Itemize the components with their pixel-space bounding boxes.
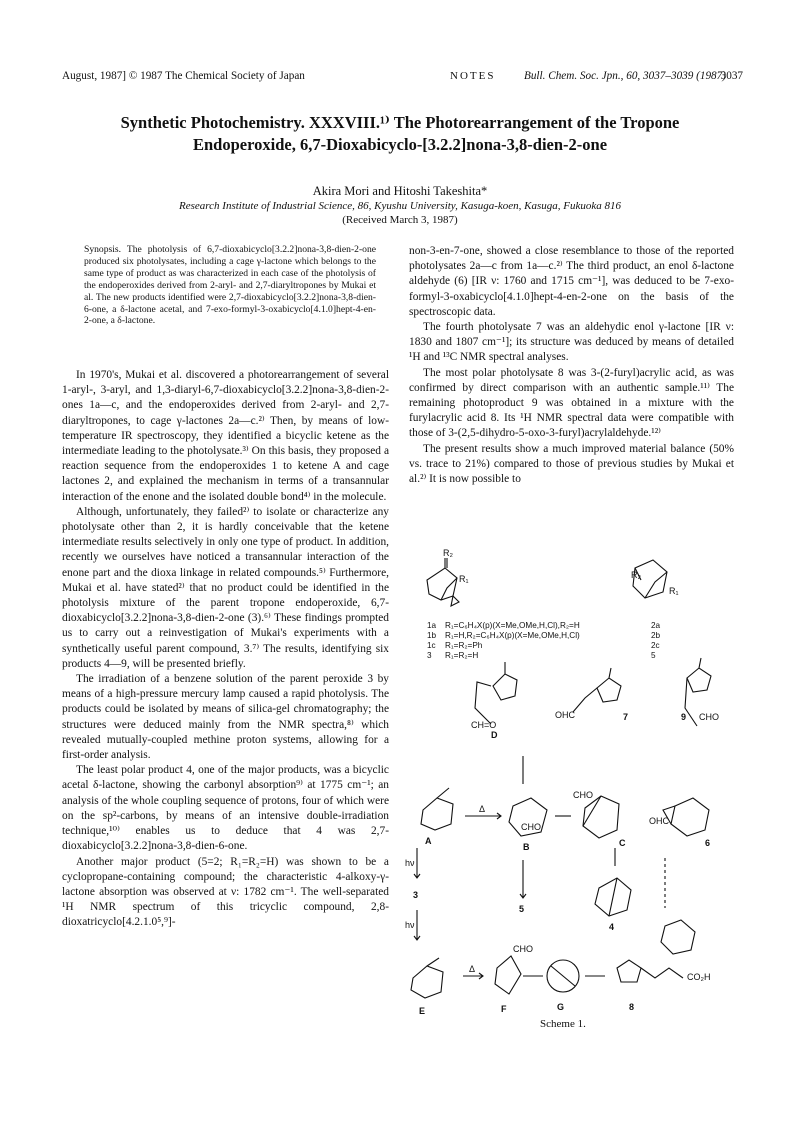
label-B: B [523, 842, 530, 852]
structure-G [547, 960, 579, 992]
label-delta: Δ [479, 804, 486, 814]
label-9: 9 [681, 712, 687, 722]
paragraph: The fourth photolysate 7 was an aldehydic enol γ-lactone [IR ν: 1830 and 1807 cm⁻¹]; its structure was deduced by means of detailed ¹H and ¹³C NMR spectral analyses. [409, 321, 734, 364]
svg-text:R₁=H,R₂=C₆H₄X(p)(X=Me,OMe,H,Cl: R₁=H,R₂=C₆H₄X(p)(X=Me,OMe,H,Cl) [445, 631, 580, 640]
label-hv: hν [405, 920, 415, 930]
svg-text:1c: 1c [427, 641, 436, 650]
label-G: G [557, 1002, 565, 1012]
article-title: Synthetic Photochemistry. XXXVIII.¹⁾ The Photorearrangement of the Tropone Endoperoxide, 6,7-Dioxabicyclo-[3.2.2]nona-3,8-dien-2-one [120, 113, 680, 154]
svg-text:2c: 2c [651, 641, 660, 650]
section-name: NOTES [450, 70, 496, 82]
right-column [409, 244, 734, 487]
group-label: CHO [699, 712, 719, 722]
svg-text:2b: 2b [651, 631, 661, 640]
label-E: E [419, 1006, 426, 1016]
label-A: A [425, 836, 432, 846]
group-label: CH=O [471, 720, 497, 730]
structure-D [475, 662, 517, 724]
structure-C [583, 796, 619, 838]
label-D: D [491, 730, 498, 740]
label-8: 8 [629, 1002, 635, 1012]
paragraph: The most polar photolysate 8 was 3-(2-furyl)acrylic acid, as was confirmed by direct comparison with an authentic sample.¹¹⁾ The remaining photoproduct 9 was obtained in a mixture with the furylacrylic acid 8. Its ¹H NMR spectral data were compatible with those of 3-(2,5-dihydro-5-oxo-3-furyl)acrylaldehyde.¹²⁾ [409, 366, 734, 440]
paragraph: The irradiation of a benzene solution of the parent peroxide 3 by means of a high-pressure mercury lamp caused a rapid photolysis. The products could be isolated by means of silica-gel chromatography; the structures were deduced mainly from the NMR spectra,⁸⁾ which revealed mutually-coupled methine proton systems, allowing for a first-order analysis. [62, 673, 389, 762]
svg-text:R₁=R₂=H: R₁=R₂=H [445, 651, 479, 660]
label-4: 4 [609, 922, 615, 932]
received-date: (Received March 3, 1987) [342, 214, 458, 226]
reaction-scheme [405, 548, 735, 1018]
svg-text:5: 5 [651, 651, 656, 660]
group-label: OHC [555, 710, 575, 720]
label-7: 7 [623, 712, 629, 722]
group-label: CHO [573, 790, 593, 800]
structure-E [411, 958, 443, 998]
structure-8 [617, 960, 683, 982]
journal-date-copyright: August, 1987] © 1987 The Chemical Society of Japan [62, 70, 305, 82]
synopsis: Synopsis. The photolysis of 6,7-dioxabicyclo[3.2.2]nona-3,8-dien-2-one produced six photolysates, including a cage γ-lactone which belongs to the same type of product as was characterized in each case of the photolysis of the endoperoxides derived from 2-aryl- and 2,7-diaryltropones by Mukai et al. The new products identified were 2,7-dioxabicyclo[3.2.2]nona-3,8-dien-6-one, a δ-lactone acetal, and 7-exo-formyl-3-oxabicyclo[4.1.0]hept-4-en-2-one, a δ-lactone. [84, 244, 376, 327]
label: R₂ [631, 570, 641, 580]
svg-text:3: 3 [427, 651, 432, 660]
group-label: CO₂H [687, 972, 711, 982]
label-6: 6 [705, 838, 711, 848]
svg-text:2a: 2a [651, 621, 661, 630]
label-hv: hν [405, 858, 415, 868]
authors: Akira Mori and Hitoshi Takeshita* [312, 184, 488, 198]
structure-4 [595, 878, 631, 916]
affiliation-block [40, 199, 760, 227]
paragraph: Another major product (5=2; R₁=R₂=H) was shown to be a cyclopropane-containing compound; the characteristic 4-alkoxy-γ-lactone absorption was observed at ν: 1782 cm⁻¹. The well-separated ¹H NMR spectrum of this tricyclic compound, 2,8-dioxatricyclo[4.2.1.0⁵,⁹]- [62, 855, 389, 929]
label-3: 3 [413, 890, 419, 900]
page-number: 3037 [720, 70, 743, 82]
svg-text:1a: 1a [427, 621, 437, 630]
group-label: CHO [521, 822, 541, 832]
paragraph: In 1970's, Mukai et al. discovered a photorearrangement of several 1-aryl-, 3-aryl, and 1,3-diaryl-6,7-dioxabicyclo[3.2.2]nona-3,8-dien-2-ones 1a—c, and the endoperoxides derived from 2-aryl- and 2,7-diaryltropones, to cage γ-lactones 2a—c.²⁾ Then, by means of low-temperature IR spectroscopy, they identified a bicyclic ketene as the intermediate leading to the photolysate.³⁾ On this basis, they proposed a reaction sequence from the endoperoxides 1 to ketene A and cage lactones 2, and explained the mechanism in terms of a transannular interaction of the enone and the isolated double bond⁴⁾ in the molecule. [62, 369, 389, 503]
journal-citation: Bull. Chem. Soc. Jpn., 60, 3037–3039 (1987) [524, 70, 726, 82]
label-C: C [619, 838, 626, 848]
group-label: CHO [513, 944, 533, 954]
paragraph: The least polar product 4, one of the major products, was a bicyclic acetal δ-lactone, showing the carbonyl absorption⁹⁾ at 1775 cm⁻¹; an analysis of the whole coupling sequence of protons, four of which were on the sp²-carbons, by means of an intensive double-irradiation technique,¹⁰⁾ enables us to deduce that 4 was 2,7-dioxabicyclo[3.2.2]nona-3,8-dien-6-one. [62, 764, 389, 853]
scheme-caption: Scheme 1. [540, 1018, 586, 1030]
label-5: 5 [519, 904, 525, 914]
svg-text:1b: 1b [427, 631, 437, 640]
paragraph: Although, unfortunately, they failed²⁾ to isolate or characterize any photolysate other than 2, it is hardly conceivable that the ketene intermediate results selectively in only one type of product. In addition, recently we ourselves have noticed a transannular interaction of the enone part and the dioxa linkage in related compounds.⁵⁾ Furthermore, Mukai et al. have stated²⁾ that no product could be identified in the photolysis mixture of the parent tropone endoperoxide, 6,7-dioxabicyclo[3.2.2]nona-3,8-dien-2-one (3).⁶⁾ These findings prompted us to carry out a reinvestigation of Mukai's experiments with a synthetically useful parent compound, 3.⁷⁾ The results, identifying six products 4—9, will be presented briefly. [62, 505, 389, 670]
structure-F [495, 956, 521, 994]
structure-1 [427, 558, 459, 606]
label: R₁ [459, 574, 469, 584]
affiliation: Research Institute of Industrial Science, 86, Kyushu University, Kasuga-koen, Kasuga, Fukuoka 816 [179, 200, 621, 212]
label-F: F [501, 1004, 507, 1014]
paragraph: The present results show a much improved material balance (50% vs. trace to 21%) compared to those of previous studies by Mukai et al.²⁾ It is now possible to [409, 442, 734, 486]
svg-text:R₁=R₂=Ph: R₁=R₂=Ph [445, 641, 483, 650]
structure-open-6 [661, 920, 695, 954]
left-column [62, 368, 389, 931]
structure-7 [573, 668, 621, 712]
paragraph: non-3-en-7-one, showed a close resemblance to those of the reported photolysates 2a—c from 1a—c.²⁾ The third product, an enol δ-lactone aldehyde (6) [IR ν: 1760 and 1715 cm⁻¹], was deduced to be 7-exo-formyl-3-oxabicyclo[4.1.0]hept-4-en-2-one on the basis of the spectroscopic data. [409, 245, 734, 318]
structure-6 [663, 798, 709, 836]
legend [427, 621, 661, 660]
group-label: OHC [649, 816, 669, 826]
svg-text:R₁=C₆H₄X(p)(X=Me,OMe,H,Cl),R₂=: R₁=C₆H₄X(p)(X=Me,OMe,H,Cl),R₂=H [445, 621, 580, 630]
label: R₁ [669, 586, 679, 596]
label-delta: Δ [469, 964, 476, 974]
label: R₂ [443, 548, 453, 558]
structure-A [421, 788, 453, 830]
